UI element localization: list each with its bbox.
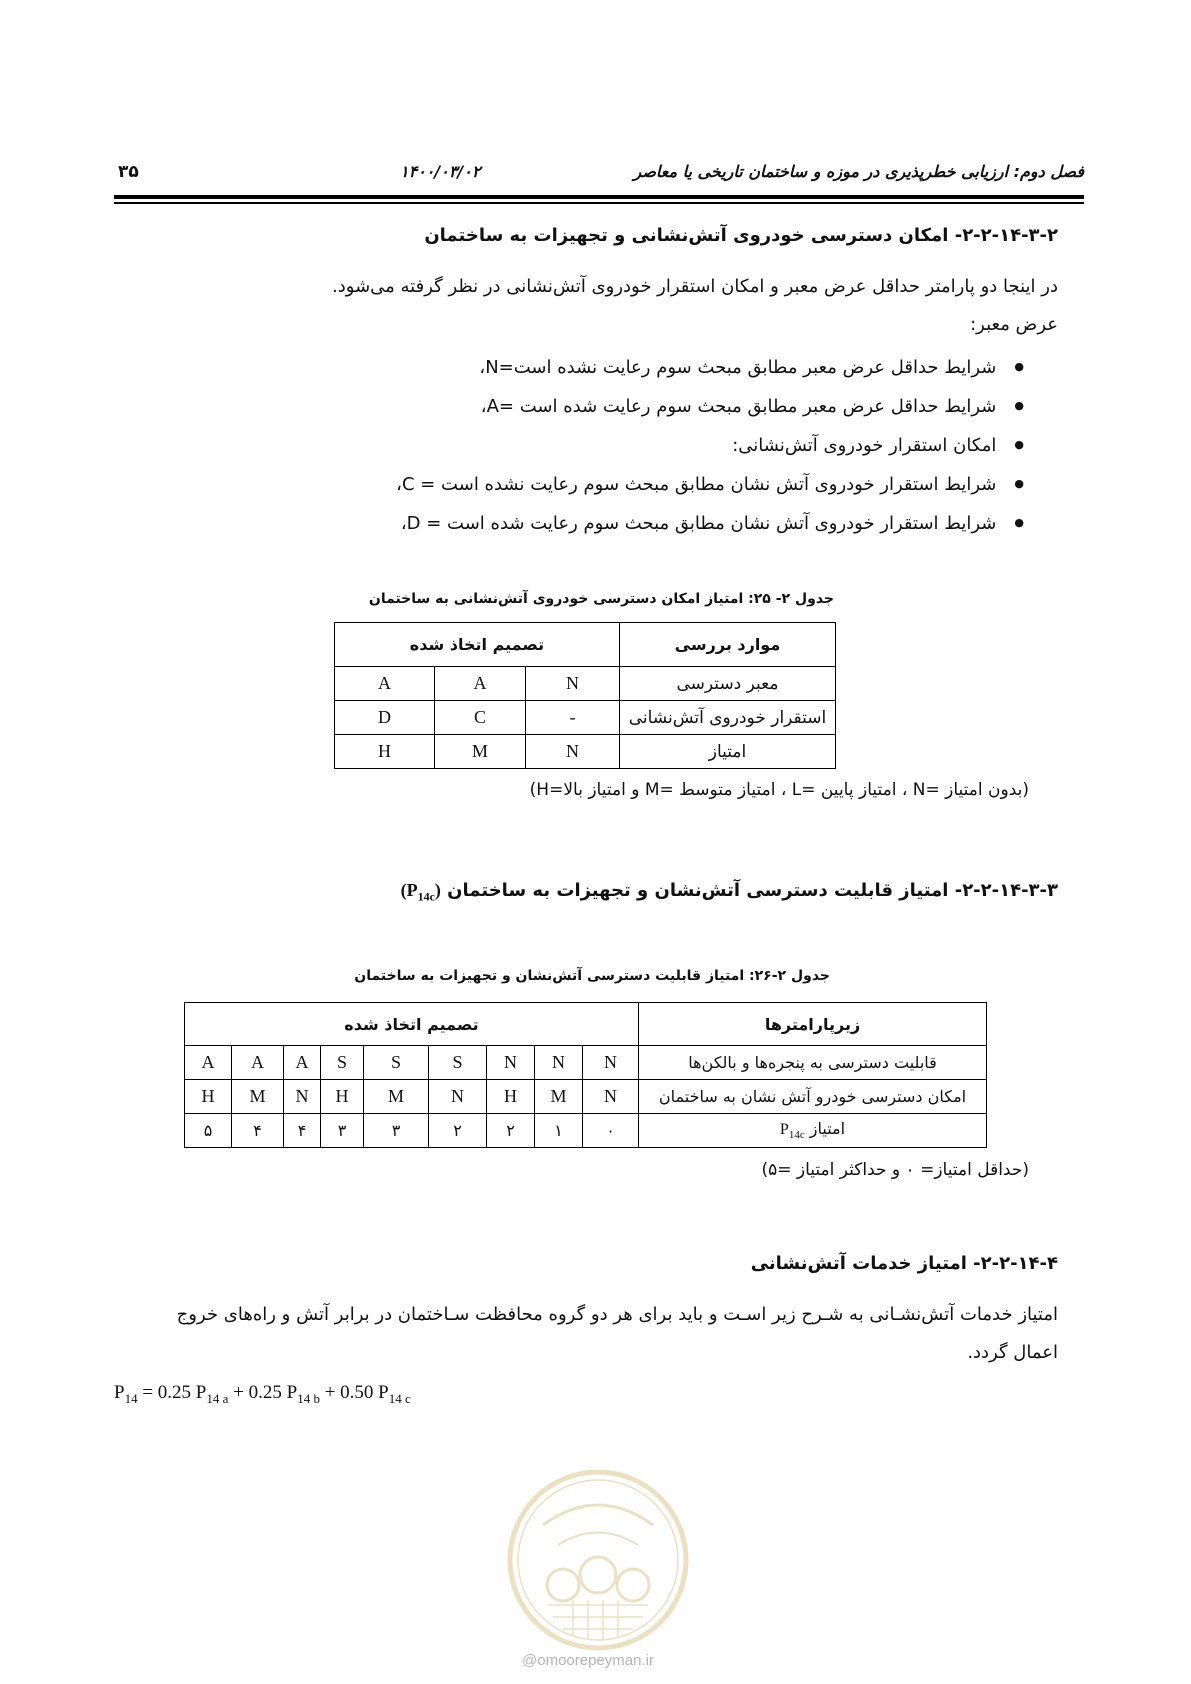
section-heading-access-vehicle: ۲-۲-۱۴-۳-۲- امکان دسترسی خودروی آتش‌نشانی و تجهیزات به ساختمان xyxy=(424,225,1058,246)
table-cell: S xyxy=(321,1046,364,1080)
table-cell: S xyxy=(364,1046,429,1080)
table-cell: M xyxy=(364,1080,429,1114)
table-cell: ۱ xyxy=(535,1114,583,1148)
section-paragraph-line: اعمال گردد. xyxy=(967,1342,1058,1363)
formula-p14: $P_{14} = 0.25$ $P_{14 a} + 0.25$ $P_{14 b} + 0.50$ $P_{14 c}$ xyxy=(114,1382,411,1406)
watermark-logo-icon xyxy=(503,1465,693,1655)
table-cell: N xyxy=(535,1046,583,1080)
table-cell: H xyxy=(185,1080,232,1114)
table-cell: N xyxy=(526,667,620,701)
table-cell: H xyxy=(321,1080,364,1114)
table-cell: A xyxy=(232,1046,284,1080)
sub-label-road-width: عرض معبر: xyxy=(970,314,1058,335)
table-row xyxy=(335,701,836,735)
watermark-logo xyxy=(503,1465,693,1655)
table-cell: ۳ xyxy=(364,1114,429,1148)
table-cell: H xyxy=(335,735,435,769)
section-heading-symbol: $(P_{14c})$ xyxy=(400,880,441,904)
table-cell: A xyxy=(185,1046,232,1080)
table-row xyxy=(185,1080,987,1114)
table-cell: A xyxy=(284,1046,321,1080)
table-cell: A xyxy=(435,667,526,701)
row-label-symbol: $P_{14c}$ xyxy=(779,1121,805,1142)
table-26-caption: جدول ۲-۲۶: امتیاز قابلیت دسترسی آتش‌نشان و تجهیزات به ساختمان xyxy=(354,968,830,984)
header-rule-thin xyxy=(114,202,1084,204)
table-cell: - xyxy=(526,701,620,735)
section-heading-fire-services: ۲-۲-۱۴-۴- امتیاز خدمات آتش‌نشانی xyxy=(750,1253,1058,1274)
table-cell: N xyxy=(526,735,620,769)
row-label: استقرار خودروی آتش‌نشانی xyxy=(620,701,836,735)
table-cell: ۲ xyxy=(487,1114,535,1148)
table-25-header-decision: تصمیم اتخاذ شده xyxy=(335,623,620,667)
table-cell: ۴ xyxy=(232,1114,284,1148)
table-26-note: (حداقل امتیاز= ۰ و حداکثر امتیاز =۵) xyxy=(761,1160,1029,1180)
row-label: قابلیت دسترسی به پنجره‌ها و بالکن‌ها xyxy=(639,1046,987,1080)
watermark-url: @omoorepeyman.ir xyxy=(522,1652,654,1669)
table-row xyxy=(335,667,836,701)
table-25 xyxy=(334,622,836,769)
table-cell: ۰ xyxy=(583,1114,639,1148)
table-cell: N xyxy=(284,1080,321,1114)
table-25-note: (بدون امتیاز =N ، امتیاز پایین =L ، امتیاز متوسط =M و امتیاز بالا=H) xyxy=(529,780,1029,800)
header-rule xyxy=(114,195,1084,199)
table-cell: S xyxy=(429,1046,487,1080)
table-cell: M xyxy=(232,1080,284,1114)
table-cell: D xyxy=(335,701,435,735)
table-row xyxy=(185,1046,987,1080)
page-number: ۳۵ xyxy=(118,162,139,182)
table-26-header-subparams: زیرپارامترها xyxy=(639,1003,987,1046)
row-label: معبر دسترسی xyxy=(620,667,836,701)
table-cell: N xyxy=(487,1046,535,1080)
table-row xyxy=(335,735,836,769)
section-heading-accessibility-score xyxy=(401,880,1058,905)
table-cell: ۲ xyxy=(429,1114,487,1148)
table-cell: ۵ xyxy=(185,1114,232,1148)
row-label: امتیاز $P_{14c}$ xyxy=(639,1114,987,1148)
bullet-item: ● شرایط استقرار خودروی آتش نشان مطابق مبحث سوم رعایت نشده است = C، xyxy=(396,474,1024,495)
header-date: ۱۴۰۰/۰۳/۰۲ xyxy=(400,162,481,181)
table-cell: ۴ xyxy=(284,1114,321,1148)
row-label: امتیاز xyxy=(620,735,836,769)
table-cell: N xyxy=(429,1080,487,1114)
table-cell: ۳ xyxy=(321,1114,364,1148)
table-cell: N xyxy=(583,1046,639,1080)
table-cell: M xyxy=(535,1080,583,1114)
bullet-item: ● شرایط حداقل عرض معبر مطابق مبحث سوم رعایت شده است =A، xyxy=(481,396,1024,417)
table-26-header-decision: تصمیم اتخاذ شده xyxy=(185,1003,639,1046)
bullet-item: ● شرایط حداقل عرض معبر مطابق مبحث سوم رعایت نشده است=N، xyxy=(479,357,1024,378)
table-cell: H xyxy=(487,1080,535,1114)
section-paragraph-line: امتیاز خدمات آتش‌نشـانی به شـرح زیر اسـت و باید برای هر دو گروه محافظت سـاختمان در برابر آتش و راه‌های خروج xyxy=(176,1304,1058,1325)
section-intro: در اینجا دو پارامتر حداقل عرض معبر و امکان استقرار خودروی آتش‌نشانی در نظر گرفته می‌شود. xyxy=(332,276,1058,297)
chapter-title: فصل دوم: ارزیابی خطرپذیری در موزه و ساختمان تاریخی یا معاصر xyxy=(633,162,1084,181)
section-heading-text: ۲-۲-۱۴-۳-۳- امتیاز قابلیت دسترسی آتش‌نشان و تجهیزات به ساختمان xyxy=(447,880,1058,901)
row-label: امکان دسترسی خودرو آتش نشان به ساختمان xyxy=(639,1080,987,1114)
table-cell: N xyxy=(583,1080,639,1114)
table-25-caption: جدول ۲- ۲۵: امتیاز امکان دسترسی خودروی آتش‌نشانی به ساختمان xyxy=(368,591,834,607)
bullet-item: ● شرایط استقرار خودروی آتش نشان مطابق مبحث سوم رعایت شده است = D، xyxy=(401,513,1024,534)
table-25-header-items: موارد بررسی xyxy=(620,623,836,667)
table-26 xyxy=(184,1002,987,1148)
table-cell: C xyxy=(435,701,526,735)
bullet-item: ● امکان استقرار خودروی آتش‌نشانی: xyxy=(732,435,1024,456)
at-icon: @ xyxy=(522,1652,538,1669)
table-row xyxy=(185,1114,987,1148)
table-cell: M xyxy=(435,735,526,769)
table-cell: A xyxy=(335,667,435,701)
